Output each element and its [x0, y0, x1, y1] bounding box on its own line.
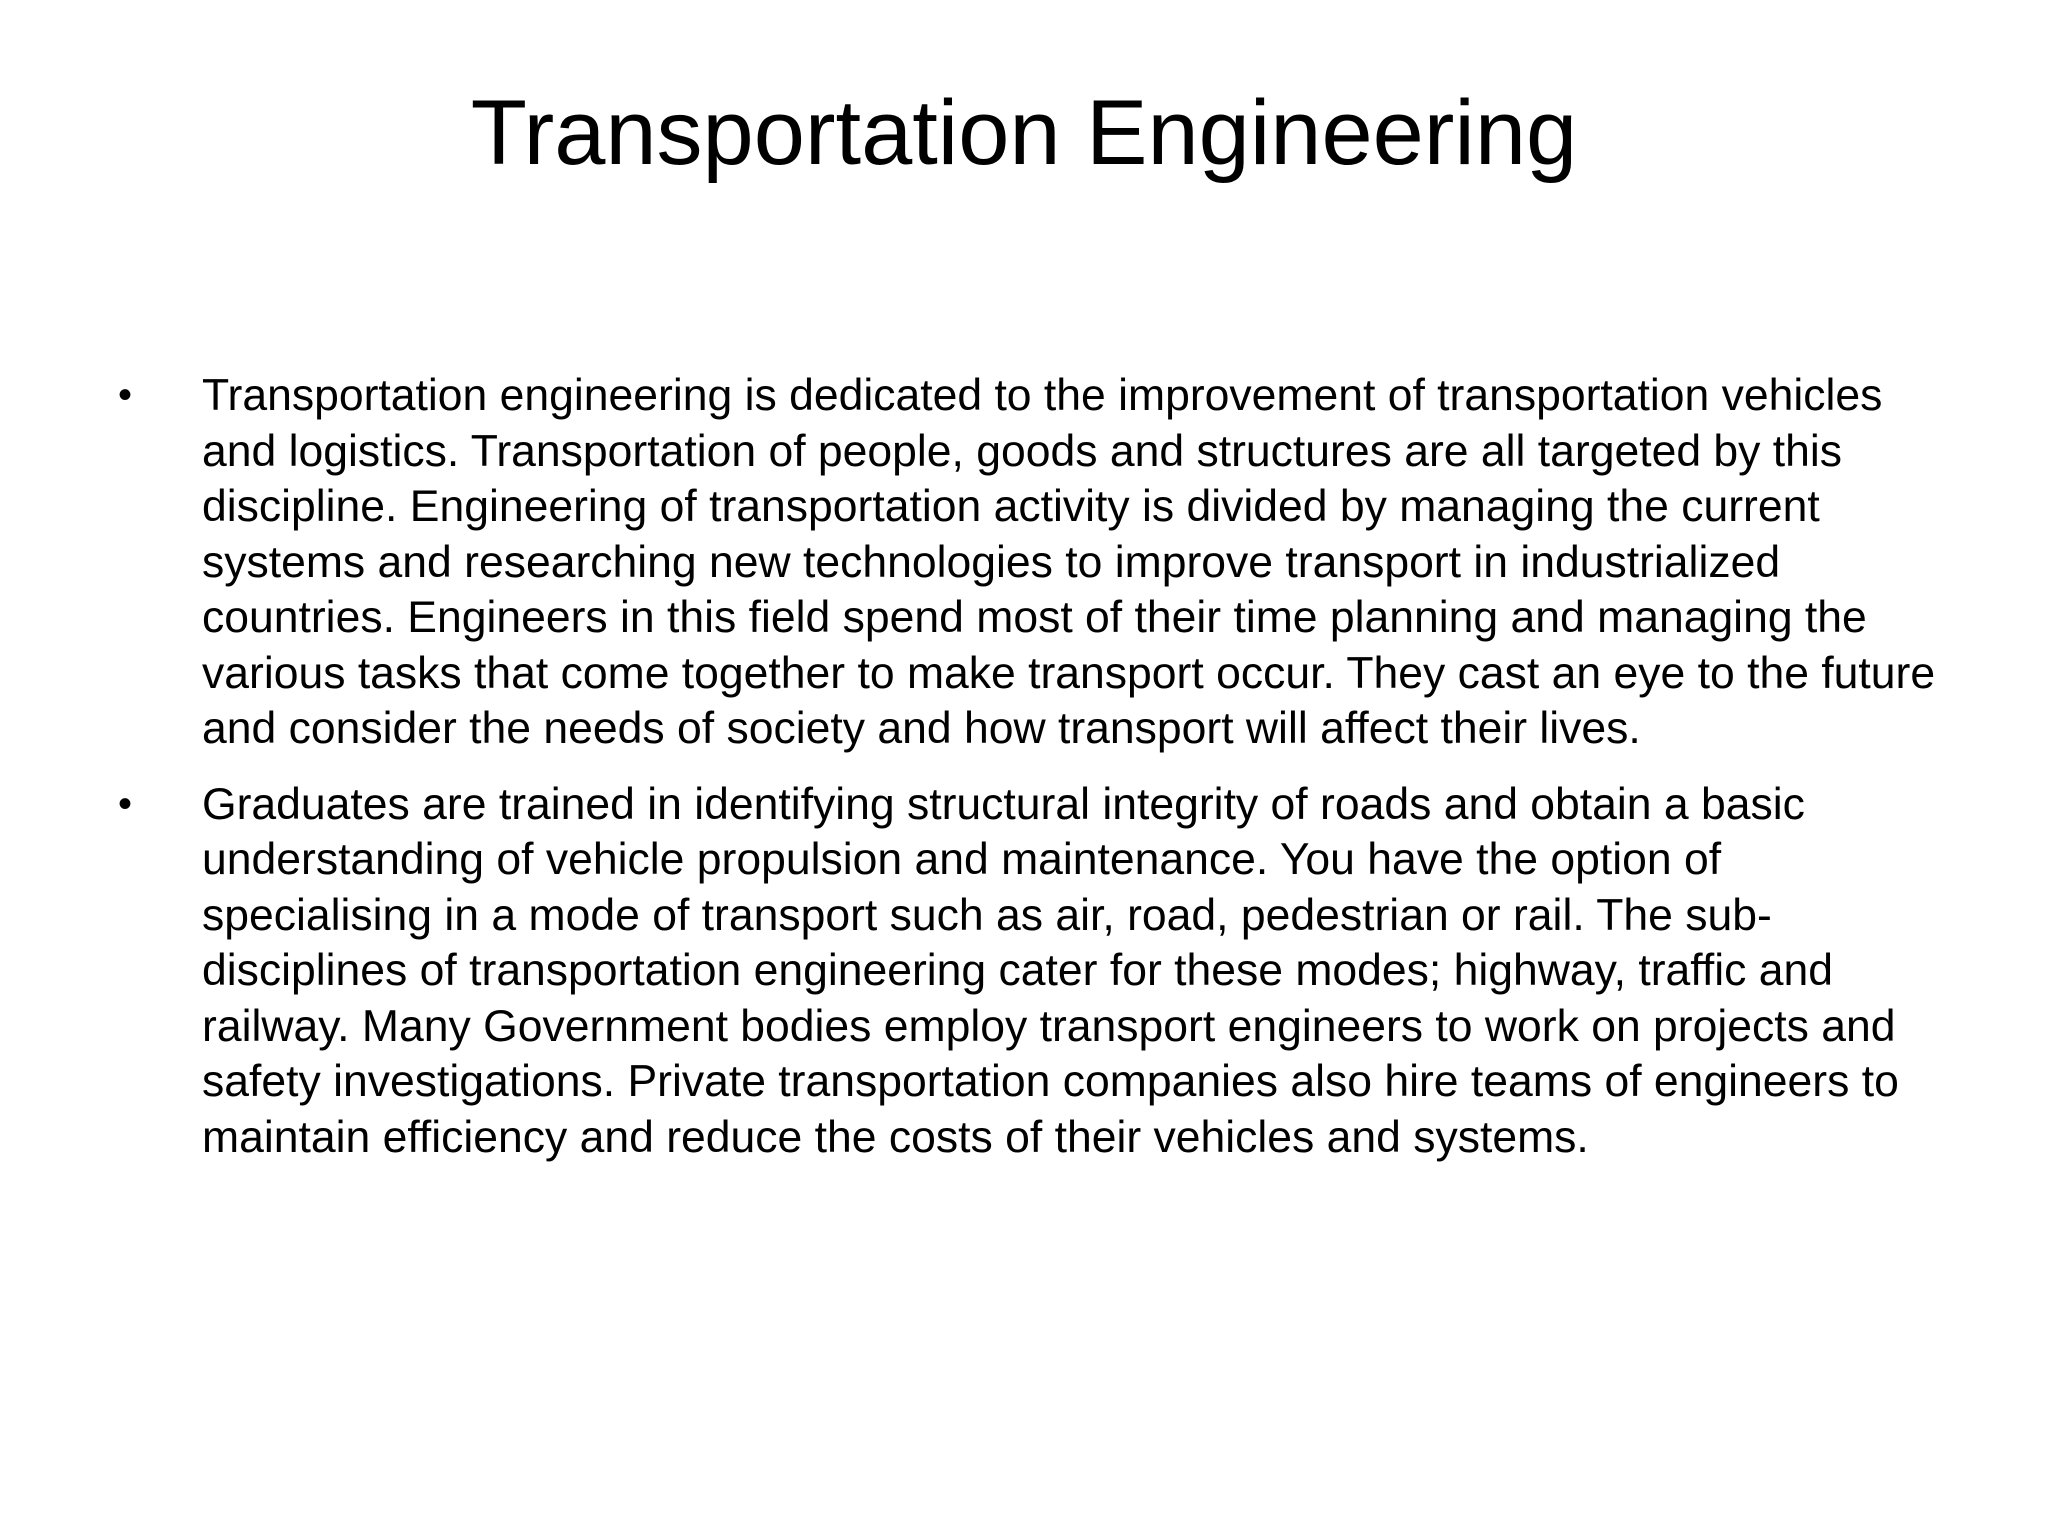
bullet-list [118, 368, 1948, 1185]
bullet-icon: • [118, 373, 133, 417]
bullet-text: Transportation engineering is dedicated to the improvement of transportation vehicles and logistics. Transportation of people, goods and structures are all targeted by this discipline. Engineering of transportation activity is divided by managing the current systems and researching new technologies to improve transport in industrialized countries. Engineers in this field spend most of their time planning and managing the various tasks that come together to make transport occur. They cast an eye to the future and consider the needs of society and how transport will affect their lives. [202, 371, 1936, 753]
bullet-text: Graduates are trained in identifying structural integrity of roads and obtain a basic understanding of vehicle propulsion and maintenance. You have the option of specialising in a mode of transport such as air, road, pedestrian or rail. The sub-disciplines of transportation engineering cater for these modes; highway, traffic and railway. Many Government bodies employ transport engineers to work on projects and safety investigations. Private transportation companies also hire teams of engineers to maintain efficiency and reduce the costs of their vehicles and systems. [202, 779, 1899, 1162]
bullet-icon: • [118, 781, 133, 826]
bullet-item [118, 777, 1948, 1166]
slide-title: Transportation Engineering [470, 82, 1578, 184]
bullet-item [118, 368, 1948, 757]
